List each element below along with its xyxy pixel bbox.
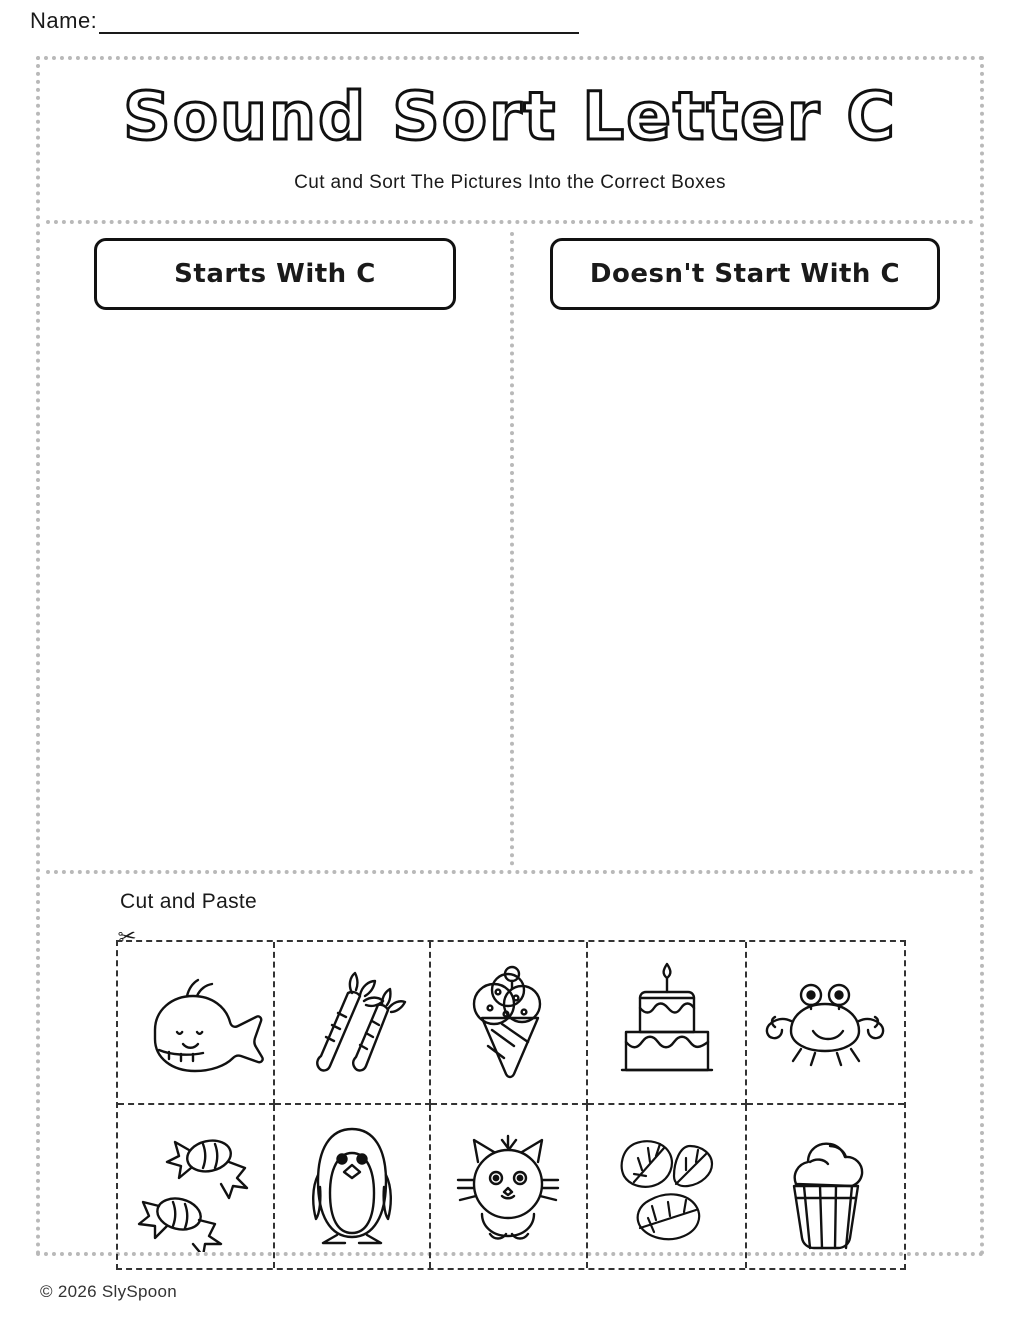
cut-out-cell-whale[interactable] — [118, 942, 275, 1105]
cut-and-paste-label: Cut and Paste — [120, 890, 257, 913]
cut-out-cell-candy[interactable] — [118, 1105, 275, 1268]
cat-icon — [444, 1122, 574, 1252]
penguin-icon — [297, 1119, 407, 1254]
sort-area — [36, 224, 984, 870]
carrot-icon — [282, 963, 422, 1083]
scissors-icon: ✂ — [116, 922, 139, 951]
cut-and-paste-section — [36, 874, 984, 1256]
cake-icon — [602, 958, 732, 1088]
cut-out-cell-ice-cream[interactable] — [431, 942, 588, 1105]
page-subtitle: Cut and Sort The Pictures Into the Correct Boxes — [294, 172, 726, 193]
cut-out-grid — [116, 940, 906, 1270]
category-label-right: Doesn't Start With C — [589, 259, 901, 289]
name-label: Name: — [30, 8, 98, 33]
whale-icon — [125, 968, 265, 1078]
category-box-starts-with-c[interactable] — [94, 238, 456, 310]
name-input-line[interactable] — [99, 12, 579, 34]
worksheet-header — [36, 56, 984, 220]
category-label-left: Starts With C — [174, 259, 376, 289]
cut-out-cell-crab[interactable] — [747, 942, 904, 1105]
page-title: Sound Sort Letter C — [123, 78, 897, 155]
category-box-doesnt-start-with-c[interactable] — [550, 238, 940, 310]
leaf-icon — [594, 1122, 739, 1252]
cut-out-cell-leaves[interactable] — [588, 1105, 747, 1268]
candy-icon — [125, 1122, 265, 1252]
cut-out-cell-cupcake[interactable] — [747, 1105, 904, 1268]
footer-copyright: © 2026 SlySpoon — [40, 1282, 178, 1301]
cut-out-cell-cake[interactable] — [588, 942, 747, 1105]
cupcake-icon — [766, 1122, 886, 1252]
cut-out-cell-carrots[interactable] — [275, 942, 432, 1105]
crab-icon — [753, 965, 898, 1080]
column-divider — [510, 232, 514, 866]
cut-out-cell-penguin[interactable] — [275, 1105, 432, 1268]
name-field-row — [30, 8, 579, 34]
ice-cream-icon — [454, 958, 564, 1088]
worksheet-sheet — [36, 56, 984, 1256]
cut-out-cell-cat[interactable] — [431, 1105, 588, 1268]
